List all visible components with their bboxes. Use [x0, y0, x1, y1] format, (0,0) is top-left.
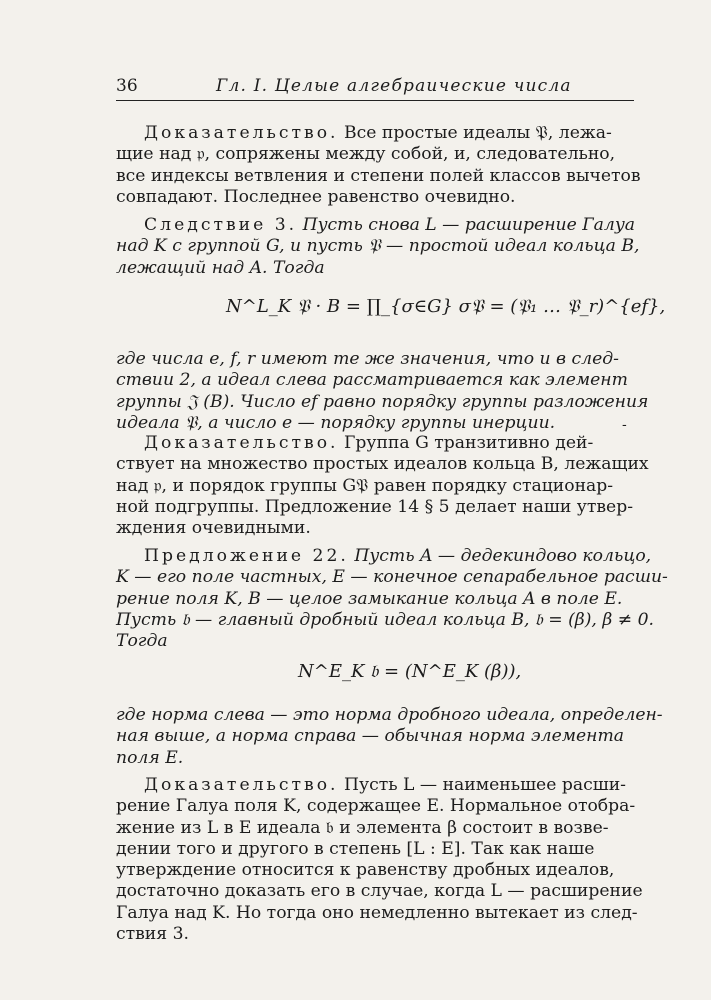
proposition-label: Предложение 22.: [144, 546, 349, 566]
text-line: рение поля K, B — целое замыкание кольца A в поле E.: [116, 588, 623, 609]
proposition-22-continuation: [116, 705, 663, 769]
text-line: ной подгруппы. Предложение 14 § 5 делает наши утвер-: [116, 496, 634, 517]
proof-label: Доказательство.: [144, 433, 339, 453]
text-line: над 𝔭, и порядок группы G𝔓 равен порядку стационар-: [116, 475, 614, 496]
text-line: совпадают. Последнее равенство очевидно.: [116, 186, 516, 207]
text-line: K — его поле частных, E — конечное сепарабельное расши-: [116, 567, 668, 588]
text-line: Галуа над K. Но тогда оно немедленно вытекает из след-: [116, 902, 638, 923]
page-number: 36: [116, 76, 138, 96]
text-line: ствии 2, а идеал слева рассматривается как элемент: [116, 370, 628, 391]
text-line: над K с группой G, и пусть 𝔓 — простой идеал кольца B,: [116, 236, 640, 257]
running-title: Гл. I. Целые алгебраические числа: [216, 76, 572, 96]
text-line: Тогда: [116, 631, 168, 652]
text-line: поля E.: [116, 747, 184, 768]
proof-3: Доказательство. Пусть L — наименьшее расши- рение Галуа поля K, содержащее E. Нормальное отобра- жение из L в E идеала 𝔟 и элемента β состоит в возве- дении того и другого в степень [L : E]. Так как наше утверждение относится к равенству дробных идеалов, достаточно доказать его в случае, когда L — расширение Галуа над K. Но тогда оно немедленно вытекает из след- ствия 3.: [116, 775, 643, 945]
formula-norm-product: N^L_K 𝔓 · B = ∏_{σ∈G} σ𝔓 = (𝔓₁ … 𝔓_r)^{ef},: [226, 296, 666, 317]
text-line: группы 𝔍 (B). Число ef равно порядку группы разложения: [116, 391, 649, 412]
text-line: щие над 𝔭, сопряжены между собой, и, следовательно,: [116, 144, 616, 165]
text-line: где норма слева — это норма дробного идеала, определен-: [116, 705, 663, 725]
text-line: достаточно доказать его в случае, когда L — расширение: [116, 881, 643, 902]
proof-label: Доказательство.: [144, 775, 339, 795]
proof-label: Доказательство.: [144, 123, 339, 143]
text-line: жение из L в E идеала 𝔟 и элемента β состоит в возве-: [116, 817, 609, 838]
formula-norm-principal: N^E_K 𝔟 = (N^E_K (β)),: [298, 661, 522, 682]
margin-mark: -: [622, 417, 627, 433]
text-line: ствует на множество простых идеалов кольца B, лежащих: [116, 454, 649, 475]
corollary-3-continuation: [116, 349, 649, 434]
corollary-label: Следствие 3.: [144, 215, 298, 235]
corollary-3: Следствие 3. Пусть снова L — расширение Галуа над K с группой G, и пусть 𝔓 — простой идеал кольца B, лежащий над A. Тогда: [116, 215, 640, 278]
proof-1: Доказательство. Все простые идеалы 𝔓, лежа- щие над 𝔭, сопряжены между собой, и, следовательно, все индексы ветвления и степени полей классов вычетов совпадают. Последнее равенство очевидно.: [116, 123, 641, 207]
text-line: ствия 3.: [116, 924, 189, 945]
text-line: Пусть 𝔟 — главный дробный идеал кольца B, 𝔟 = (β), β ≠ 0.: [116, 609, 655, 630]
text-line: рение Галуа поля K, содержащее E. Нормальное отобра-: [116, 796, 636, 817]
text-line: где числа e, f, r имеют те же значения, что и в след-: [116, 349, 619, 369]
proposition-22: Предложение 22. Пусть A — дедекиндово кольцо, K — его поле частных, E — конечное сепарабельное расши- рение поля K, B — целое замыкание кольца A в поле E. Пусть 𝔟 — главный дробный идеал кольца B, 𝔟 = (β), β ≠ 0. Тогда: [116, 546, 668, 652]
text-line: ждения очевидными.: [116, 518, 311, 539]
text-line: утверждение относится к равенству дробных идеалов,: [116, 860, 615, 881]
text-line: лежащий над A. Тогда: [116, 257, 325, 278]
text-line: идеала 𝔓, а число e — порядку группы инерции.: [116, 412, 556, 433]
text-line: дении того и другого в степень [L : E]. Так как наше: [116, 838, 595, 859]
running-header: [116, 74, 634, 101]
text-line: ная выше, а норма справа — обычная норма элемента: [116, 726, 625, 747]
proof-2: Доказательство. Группа G транзитивно дей- ствует на множество простых идеалов кольца B, лежащих над 𝔭, и порядок группы G𝔓 равен порядку стационар- ной подгруппы. Предложение 14 § 5 делает наши утвер- ждения очевидными.: [116, 433, 649, 539]
text-line: все индексы ветвления и степени полей классов вычетов: [116, 165, 641, 186]
